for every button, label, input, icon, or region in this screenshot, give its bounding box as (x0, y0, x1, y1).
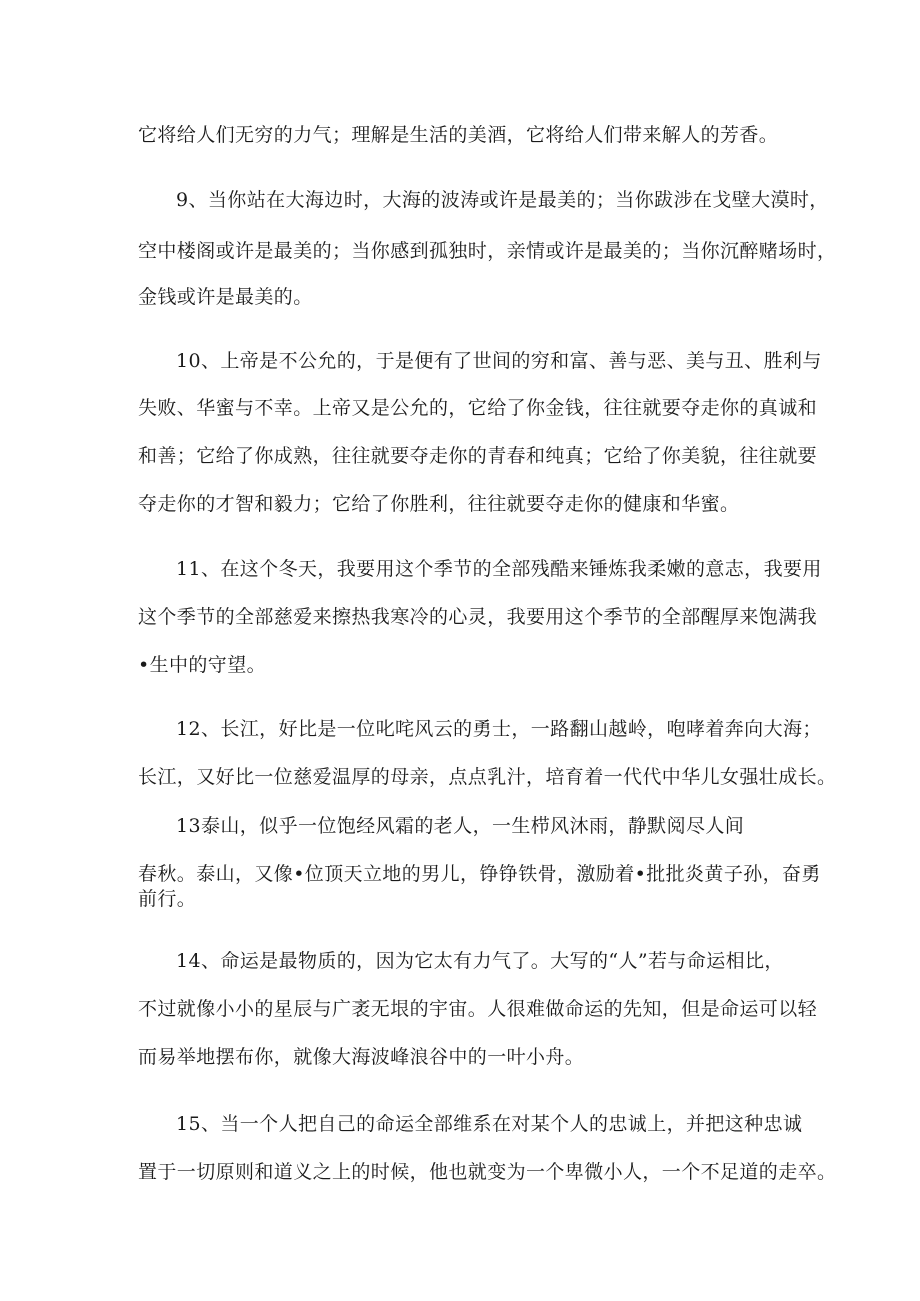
paragraph-12-line-1: 12、长江，好比是一位叱咤风云的勇士，一路翻山越岭，咆哮着奔向大海； (176, 718, 822, 740)
text-line: 长江，又好比一位慈爱温厚的母亲，点点乳汁，培育着一代代中华儿女强壮成长。 (138, 766, 837, 788)
text-line: •生中的守望。 (138, 654, 267, 676)
text-line: 和善；它给了你成熟，往往就要夺走你的青春和纯真；它给了你美貌，往往就要 (138, 445, 818, 467)
paragraph-13-line-1: 13泰山，似乎一位饱经风霜的老人，一生栉风沐雨，静默阅尽人间 (176, 815, 745, 837)
paragraph-15-line-1: 15、当一个人把自己的命运全部维系在对某个人的忠诚上，并把这种忠诚 (176, 1113, 803, 1135)
paragraph-9-line-1: 9、当你站在大海边时，大海的波涛或许是最美的；当你跋涉在戈壁大漠时， (176, 189, 829, 211)
text-line: 而易举地摆布你，就像大海波峰浪谷中的一叶小舟。 (138, 1046, 585, 1068)
text-line: 夺走你的才智和毅力；它给了你胜利，往往就要夺走你的健康和华蜜。 (138, 493, 740, 515)
paragraph-14-line-1: 14、命运是最物质的，因为它太有力气了。大写的“人”若与命运相比， (176, 950, 784, 972)
text-line: 这个季节的全部慈爱来擦热我寒冷的心灵，我要用这个季节的全部醒厚来饱满我 (138, 606, 818, 628)
text-line: 空中楼阁或许是最美的；当你感到孤独时，亲情或许是最美的；当你沉醉赌场时， (138, 240, 837, 262)
text-line: 置于一切原则和道义之上的时候，他也就变为一个卑微小人，一个不足道的走卒。 (138, 1161, 837, 1183)
text-line: 春秋。泰山，又像•位顶天立地的男儿，铮铮铁骨，激励着•批批炎黄子孙，奋勇 (138, 863, 821, 885)
text-line: 失败、华蜜与不幸。上帝又是公允的，它给了你金钱，往往就要夺走你的真诚和 (138, 397, 818, 419)
text-line: 它将给人们无穷的力气；理解是生活的美酒，它将给人们带来解人的芳香。 (138, 124, 779, 146)
text-line: 金钱或许是最美的。 (138, 286, 313, 308)
text-line: 不过就像小小的星辰与广袤无垠的宇宙。人很难做命运的先知，但是命运可以轻 (138, 998, 818, 1020)
text-line: 前行。 (138, 888, 197, 910)
paragraph-10-line-1: 10、上帝是不公允的，于是便有了世间的穷和富、善与恶、美与丑、胜利与 (176, 350, 822, 372)
paragraph-11-line-1: 11、在这个冬天，我要用这个季节的全部残酷来锤炼我柔嫩的意志，我要用 (176, 558, 822, 580)
